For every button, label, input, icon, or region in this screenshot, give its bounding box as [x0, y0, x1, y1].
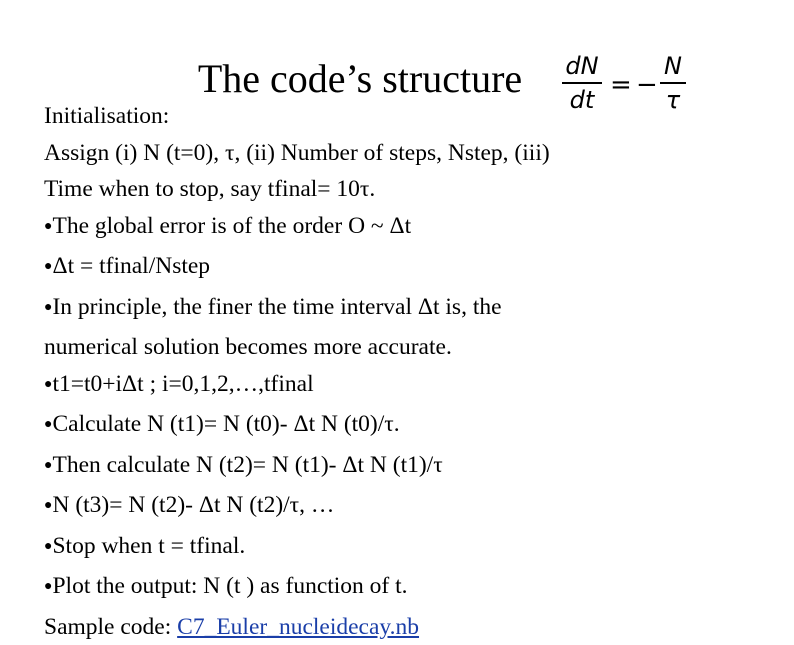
heading-initialisation: Initialisation: — [44, 98, 774, 135]
sample-code-line — [44, 609, 774, 645]
list-item-principle — [44, 289, 774, 330]
list-item-text: The global error is of the order O ~ Δt — [52, 213, 411, 239]
sample-code-label: Sample code: — [44, 614, 177, 640]
list-item-calc-n2 — [44, 447, 774, 488]
bullet-icon: ● — [44, 300, 52, 315]
bullet-icon: ● — [44, 417, 52, 432]
equals-sign: = — [610, 70, 632, 100]
list-item-text: In principle, the finer the time interval Δt is, the — [52, 294, 501, 320]
rhs-denominator: τ — [660, 86, 686, 114]
sample-code-link[interactable]: C7_Euler_nucleidecay.nb — [177, 614, 419, 640]
list-item-stop — [44, 528, 774, 569]
bullet-icon: ● — [44, 539, 52, 554]
list-item-calc-n3 — [44, 487, 774, 528]
list-item-calc-n1 — [44, 406, 774, 447]
slide-title: The code’s structure — [0, 55, 720, 103]
bullet-icon: ● — [44, 219, 52, 234]
list-item-dt — [44, 248, 774, 289]
bullet-icon: ● — [44, 498, 52, 513]
slide-body — [44, 98, 774, 645]
minus-sign: − — [636, 70, 658, 100]
bullet-icon: ● — [44, 458, 52, 473]
bullet-icon: ● — [44, 579, 52, 594]
list-item-text: Plot the output: N (t ) as function of t. — [52, 573, 407, 599]
assign-line-cont: Time when to stop, say tfinal= 10τ. — [44, 171, 774, 208]
lhs-numerator: dN — [562, 52, 602, 80]
lhs-denominator: dt — [562, 86, 602, 114]
principle-line-cont: numerical solution becomes more accurate. — [44, 329, 774, 366]
lhs-fraction-bar — [562, 82, 602, 84]
list-item-text: N (t3)= N (t2)- Δt N (t2)/τ, … — [52, 492, 334, 518]
list-item-text: t1=t0+iΔt ; i=0,1,2,…,tfinal — [52, 371, 313, 397]
list-item-plot — [44, 568, 774, 609]
list-item-text: Calculate N (t1)= N (t0)- Δt N (t0)/τ. — [52, 411, 399, 437]
rhs-fraction-bar — [660, 82, 686, 84]
list-item-text: Δt = tfinal/Nstep — [52, 253, 210, 279]
list-item-text: Stop when t = tfinal. — [52, 533, 245, 559]
rhs-numerator: N — [660, 52, 686, 80]
list-item-text: Then calculate N (t2)= N (t1)- Δt N (t1)/τ — [52, 452, 442, 478]
list-item-time-steps — [44, 366, 774, 407]
bullet-icon: ● — [44, 259, 52, 274]
assign-line: Assign (i) N (t=0), τ, (ii) Number of steps, Nstep, (iii) — [44, 135, 774, 172]
bullet-icon: ● — [44, 377, 52, 392]
list-item-error — [44, 208, 774, 249]
